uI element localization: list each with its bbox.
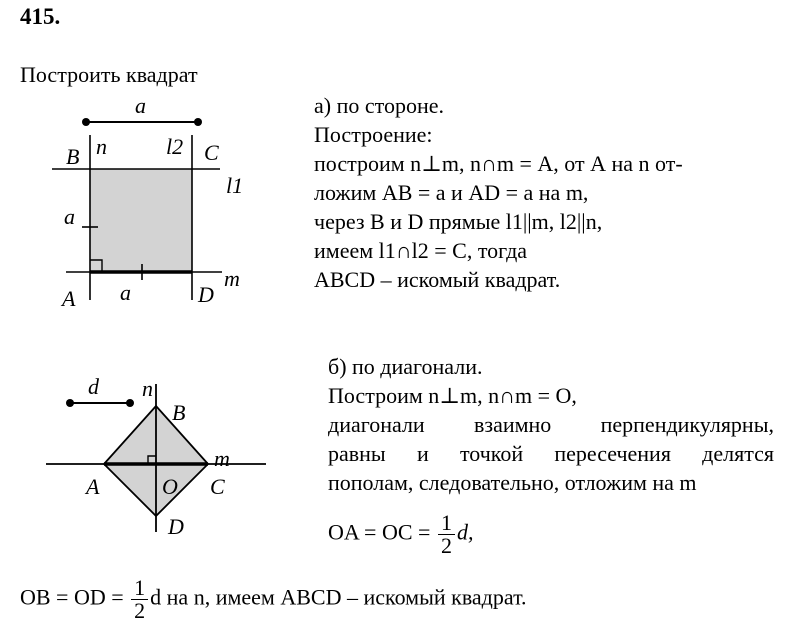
part-b-text bbox=[328, 352, 774, 497]
label-a: A bbox=[86, 474, 100, 499]
fraction-one-half bbox=[131, 577, 148, 622]
formula-oa-oc-prefix: OA = OC = bbox=[328, 519, 436, 545]
square-abcd-fill bbox=[90, 169, 192, 272]
segment-d-endpoint-right bbox=[126, 399, 134, 407]
label-point-d: D bbox=[168, 514, 184, 539]
part-a-line-5: через В и D прямые l1||m, l2||n, bbox=[314, 209, 603, 234]
label-point-a: A bbox=[62, 286, 76, 311]
label-d: D bbox=[198, 282, 214, 307]
part-b-line-5: пополам, следовательно, отложим на m bbox=[328, 470, 697, 495]
part-a-text bbox=[314, 91, 683, 294]
fraction-numerator: 1 bbox=[438, 512, 455, 535]
fraction-one-half bbox=[438, 512, 455, 557]
intro-text: Построить квадрат bbox=[20, 62, 198, 87]
fraction-denominator: 2 bbox=[134, 598, 146, 623]
conclusion-line bbox=[20, 577, 527, 622]
problem-number: 415. bbox=[20, 4, 61, 29]
label-d-segment: d bbox=[88, 374, 99, 399]
part-b-line-2: Построим n⊥m, n∩m = O, bbox=[328, 383, 577, 408]
label-m: m bbox=[224, 266, 240, 291]
segment-d-endpoint-left bbox=[66, 399, 74, 407]
part-b-line-3: диагонали взаимно перпендикулярны, bbox=[328, 412, 774, 437]
label-c: C bbox=[204, 140, 219, 165]
label-b: B bbox=[172, 400, 186, 425]
segment-a-endpoint-left bbox=[82, 118, 90, 126]
part-b-line-1: б) по диагонали. bbox=[328, 354, 483, 379]
part-a-line-1: а) по стороне. bbox=[314, 93, 444, 118]
formula-oa-oc bbox=[328, 512, 473, 557]
part-a-line-6: имеем l1∩l2 = С, тогда bbox=[314, 238, 528, 263]
label-n: n bbox=[142, 376, 153, 401]
part-a-line-7: АВСD – искомый квадрат. bbox=[314, 267, 561, 292]
label-n: n bbox=[96, 134, 107, 159]
figure-construction-by-diagonal bbox=[40, 366, 280, 566]
label-a-top: a bbox=[135, 93, 146, 118]
label-b: B bbox=[66, 144, 80, 169]
label-l2: l2 bbox=[166, 134, 184, 159]
part-a-line-2: Построение: bbox=[314, 122, 433, 147]
part-b-line-4: равны и точкой пересечения делятся bbox=[328, 441, 774, 466]
fraction-denominator: 2 bbox=[440, 533, 452, 558]
figure-construction-by-side bbox=[40, 88, 270, 318]
conclusion-suffix: d на n, имеем ABCD – искомый квадрат. bbox=[150, 584, 527, 610]
label-o: O bbox=[162, 474, 178, 499]
label-l1: l1 bbox=[226, 173, 244, 198]
label-a-bottom: a bbox=[120, 280, 131, 305]
formula-oa-oc-suffix: d, bbox=[456, 519, 474, 545]
segment-a-endpoint-right bbox=[194, 118, 202, 126]
part-a-line-3: построим n⊥m, n∩m = А, от А на n от- bbox=[314, 151, 683, 176]
conclusion-prefix: OB = OD = bbox=[20, 584, 130, 610]
label-c: C bbox=[210, 474, 225, 499]
label-a-left: a bbox=[64, 204, 75, 229]
label-m: m bbox=[214, 446, 230, 471]
fraction-numerator: 1 bbox=[131, 577, 148, 600]
part-a-line-4: ложим АВ = a и АD = a на m, bbox=[314, 180, 589, 205]
